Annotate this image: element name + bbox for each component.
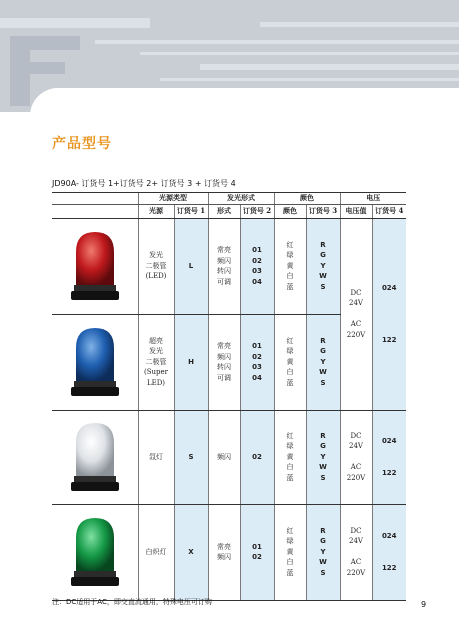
voltage-value: DC 24V AC 220V [346,431,366,482]
order-code-1: L [188,261,194,270]
order-code-1: H [188,357,194,366]
blue-lamp-image [68,324,122,400]
model-spec-table [52,192,406,601]
order-code-3: R G Y W S [319,526,327,577]
table-row [52,504,406,600]
colors: 红 绿 黄 白 蓝 [286,240,294,291]
subheader-form: 形式 [208,204,240,218]
order-code-3: R G Y W S [319,431,327,482]
light-source: 发光 二极管 (LED) [145,251,167,281]
subheader-code2: 订货号 2 [240,204,274,218]
light-forms: 频闪 [217,452,231,461]
voltage-value: DC 24V AC 220V [346,526,366,577]
order-code-2: 01 02 03 04 [252,342,262,382]
subheader-voltage-value: 电压值 [340,204,372,218]
subheader-code3: 订货号 3 [306,204,340,218]
table-group-header [52,193,406,205]
light-forms: 常亮 频闪 转闪 可调 [217,342,231,382]
header-light-form: 发光形式 [208,193,274,205]
order-code-4: 024 122 [381,283,397,344]
light-forms: 常亮 频闪 转闪 可调 [217,246,231,286]
red-lamp-image [68,228,122,304]
header-light-source-type: 光源类型 [138,193,208,205]
footnote: 注：DC适用于AC，即交直流通用，特殊电压可订购 [52,598,212,606]
order-code-1: S [188,452,194,461]
header-color: 颜色 [274,193,340,205]
lamp-image-cell [52,314,138,410]
table-row [52,410,406,504]
subheader-color: 颜色 [274,204,306,218]
order-code-4: 024 122 [381,532,397,572]
table-sub-header [52,204,406,218]
order-code-2: 01 02 03 04 [252,246,262,286]
lamp-image-cell [52,410,138,504]
light-forms: 常亮 频闪 [217,542,231,561]
light-source: 白炽灯 [145,547,167,556]
subheader-source: 光源 [138,204,174,218]
order-code-2: 01 02 [252,542,262,561]
table-row [52,218,406,314]
order-code-formula: JD90A- 订货号 1+订货号 2+ 订货号 3 + 订货号 4 [52,179,236,188]
voltage-value: DC 24V AC 220V [346,288,366,339]
order-code-2: 02 [252,452,262,461]
colors: 红 绿 黄 白 蓝 [286,526,294,577]
subheader-code4: 订货号 4 [372,204,406,218]
colors: 红 绿 黄 白 蓝 [286,431,294,482]
subheader-code1: 订货号 1 [174,204,208,218]
page-title: 产品型号 [52,136,112,152]
header-voltage: 电压 [340,193,406,205]
order-code-3: R G Y W S [319,240,327,291]
lamp-image-cell [52,218,138,314]
light-source: 超亮 发光 二极管 (Super LED) [143,336,168,387]
light-source: 氙灯 [149,452,163,461]
lamp-image-cell [52,504,138,600]
colors: 红 绿 黄 白 蓝 [286,336,294,387]
order-code-4: 024 122 [381,437,397,477]
white-lamp-image [68,419,122,495]
page-number: 9 [421,600,427,609]
green-lamp-image [68,514,122,590]
order-code-3: R G Y W S [319,336,327,387]
order-code-1: X [188,547,194,556]
